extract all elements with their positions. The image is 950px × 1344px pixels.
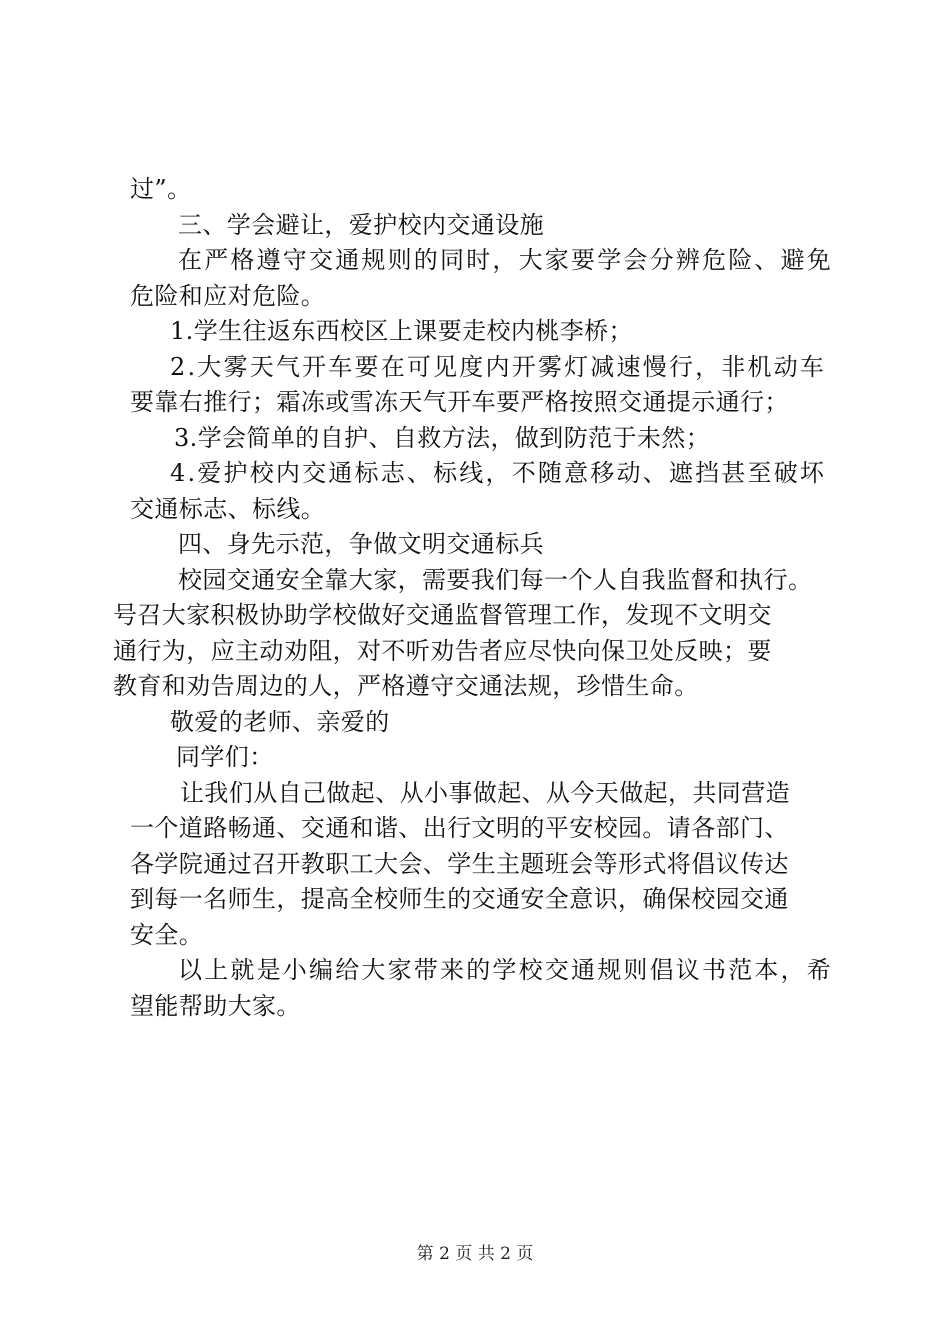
document-body [113,172,833,1024]
text-line: 教育和劝告周边的人，严格遵守交通法规，珍惜生命。 [113,672,699,700]
text-line: 通行为，应主动劝阻，对不听劝告者应尽快向保卫处反映；要 [113,636,772,665]
text-line: 让我们从自己做起、从小事做起、从今天做起，共同营造 [180,778,790,807]
text-line: 望能帮助大家。 [130,991,301,1020]
list-item: 1.学生往返东西校区上课要走校内桃李桥； [170,317,633,345]
text-line: 在严格遵守交通规则的同时，大家要学会分辨危险、避免 [178,246,833,274]
section-heading: 三、学会避让，爱护校内交通设施 [178,210,544,239]
text-line: 各学院通过召开教职工大会、学生主题班会等形式将倡议传达 [130,849,789,878]
text-line: 危险和应对危险。 [130,281,326,310]
page-footer: 第 2 页 共 2 页 [416,1244,534,1264]
text-line: 一个道路畅通、交通和谐、出行文明的平安校园。请各部门、 [130,814,789,842]
list-item: 4.爱护校内交通标志、标线，不随意移动、遮挡甚至破坏 [170,459,827,487]
text-line: 安全。 [130,920,204,949]
text-line: 过”。 [130,175,192,203]
list-item: 2.大雾天气开车要在可见度内开雾灯减速慢行，非机动车 [170,352,827,381]
text-line: 号召大家积极协助学校做好交通监督管理工作，发现不文明交 [113,601,772,629]
text-line: 敬爱的老师、亲爱的 [170,707,390,736]
text-line: 交通标志、标线。 [130,494,326,523]
text-line: 到每一名师生，提高全校师生的交通安全意识，确保校园交通 [130,885,789,913]
text-line: 同学们： [176,743,274,771]
text-line: 校园交通安全靠大家，需要我们每一个人自我监督和执行。 [178,565,813,594]
section-heading: 四、身先示范，争做文明交通标兵 [178,530,544,558]
text-line: 以上就是小编给大家带来的学校交通规则倡议书范本，希 [178,956,833,984]
list-item: 3.学会简单的自护、自救方法，做到防范于未然； [174,423,711,452]
text-line: 要靠右推行；霜冻或雪冻天气开车要严格按照交通提示通行； [130,388,789,416]
